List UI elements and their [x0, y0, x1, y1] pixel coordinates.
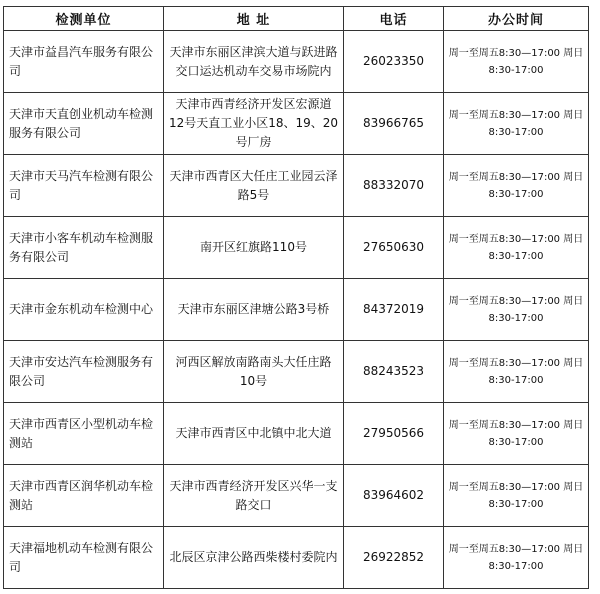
station-name: 天津市西青区润华机动车检测站 — [4, 465, 164, 527]
station-hours: 周一至周五8:30—17:00 周日8:30-17:00 — [444, 93, 589, 155]
station-name: 天津市天马汽车检测有限公司 — [4, 155, 164, 217]
station-phone: 84372019 — [344, 279, 444, 341]
station-hours: 周一至周五8:30—17:00 周日8:30-17:00 — [444, 217, 589, 279]
station-phone: 27950566 — [344, 403, 444, 465]
station-hours: 周一至周五8:30—17:00 周日8:30-17:00 — [444, 527, 589, 589]
station-phone: 83964602 — [344, 465, 444, 527]
header-phone: 电话 — [344, 7, 444, 31]
station-hours: 周一至周五8:30—17:00 周日8:30-17:00 — [444, 341, 589, 403]
station-name: 天津福地机动车检测有限公司 — [4, 527, 164, 589]
table-row — [4, 341, 589, 403]
station-hours: 周一至周五8:30—17:00 周日8:30-17:00 — [444, 31, 589, 93]
station-address: 河西区解放南路南头大任庄路10号 — [164, 341, 344, 403]
table-row — [4, 465, 589, 527]
station-phone: 26922852 — [344, 527, 444, 589]
station-name: 天津市金东机动车检测中心 — [4, 279, 164, 341]
station-address: 天津市西青经济开发区兴华一支路交口 — [164, 465, 344, 527]
station-name: 天津市益昌汽车服务有限公司 — [4, 31, 164, 93]
station-hours: 周一至周五8:30—17:00 周日8:30-17:00 — [444, 465, 589, 527]
station-phone: 83966765 — [344, 93, 444, 155]
station-phone: 88243523 — [344, 341, 444, 403]
header-station: 检测单位 — [4, 7, 164, 31]
table-row — [4, 31, 589, 93]
station-name: 天津市西青区小型机动车检测站 — [4, 403, 164, 465]
station-address: 天津市西青区中北镇中北大道 — [164, 403, 344, 465]
header-hours: 办公时间 — [444, 7, 589, 31]
header-address: 地 址 — [164, 7, 344, 31]
table-row — [4, 217, 589, 279]
table-row — [4, 279, 589, 341]
station-address: 北辰区京津公路西柴楼村委院内 — [164, 527, 344, 589]
station-name: 天津市小客车机动车检测服务有限公司 — [4, 217, 164, 279]
table-row — [4, 403, 589, 465]
table-header-row — [4, 7, 589, 31]
station-address: 天津市东丽区津滨大道与跃进路交口运达机动车交易市场院内 — [164, 31, 344, 93]
station-name: 天津市安达汽车检测服务有限公司 — [4, 341, 164, 403]
station-hours: 周一至周五8:30—17:00 周日8:30-17:00 — [444, 155, 589, 217]
station-name: 天津市天直创业机动车检测服务有限公司 — [4, 93, 164, 155]
station-address: 南开区红旗路110号 — [164, 217, 344, 279]
station-address: 天津市东丽区津塘公路3号桥 — [164, 279, 344, 341]
station-address: 天津市西青区大任庄工业园云泽路5号 — [164, 155, 344, 217]
table-row — [4, 527, 589, 589]
station-hours: 周一至周五8:30—17:00 周日8:30-17:00 — [444, 403, 589, 465]
station-hours: 周一至周五8:30—17:00 周日8:30-17:00 — [444, 279, 589, 341]
inspection-stations-table — [3, 6, 589, 589]
station-phone: 88332070 — [344, 155, 444, 217]
station-phone: 27650630 — [344, 217, 444, 279]
table-row — [4, 155, 589, 217]
table-row — [4, 93, 589, 155]
station-address: 天津市西青经济开发区宏源道12号天直工业小区18、19、20号厂房 — [164, 93, 344, 155]
station-phone: 26023350 — [344, 31, 444, 93]
